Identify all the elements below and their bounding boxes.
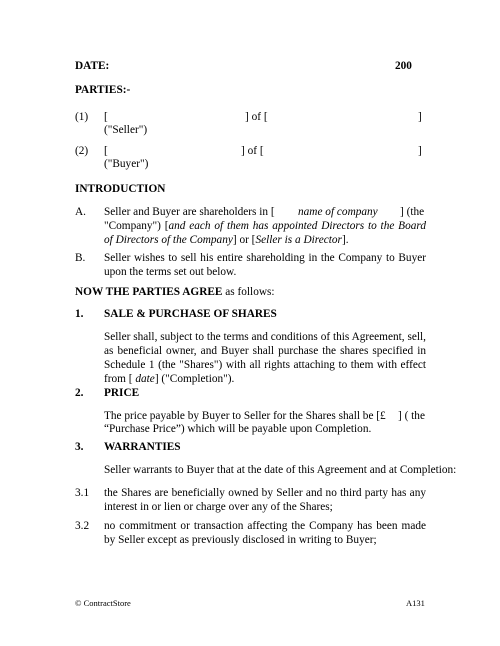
party-role: ("Buyer") xyxy=(104,158,149,170)
company-name-placeholder: name of company xyxy=(298,206,378,218)
clause-3-2-number: 3.2 xyxy=(75,520,90,532)
section-2-title: PRICE xyxy=(104,387,140,399)
date-placeholder: date xyxy=(135,373,155,385)
seller-director-clause: Seller is a Director xyxy=(255,234,342,246)
party-number: (1) xyxy=(75,111,89,123)
section-2-line-1 xyxy=(104,409,426,423)
section-3-number: 3. xyxy=(75,441,84,453)
recital-b-text: Seller wishes to sell his entire shareholding in the Company to Buyer upon the terms set out below. xyxy=(104,252,426,278)
party-bracket-of: ] of [ xyxy=(241,145,264,157)
party-number: (2) xyxy=(75,145,89,157)
party-bracket-of: ] of [ xyxy=(245,111,268,123)
section-1-text xyxy=(104,330,426,386)
recital-a-rest xyxy=(104,219,426,247)
parties-label: PARTIES:- xyxy=(75,84,131,96)
recital-a-line-1 xyxy=(104,205,426,219)
clause-3-2-text: no commitment or transaction affecting the Company has been made by Seller except as previously disclosed in writing to Buyer; xyxy=(104,520,426,546)
party-role: ("Seller") xyxy=(104,124,148,136)
introduction-heading: INTRODUCTION xyxy=(75,183,166,195)
footer-copyright: © ContractStore xyxy=(75,598,131,608)
recital-b-letter: B. xyxy=(75,252,86,264)
agree-bold: NOW THE PARTIES AGREE xyxy=(75,286,223,298)
price-text-end: ] ( the xyxy=(398,410,425,422)
recital-a-text xyxy=(104,205,426,247)
recital-a-text-2: ] (the xyxy=(400,206,425,218)
date-label: DATE: xyxy=(75,60,110,72)
clause-3-1-number: 3.1 xyxy=(75,487,90,499)
section-1-number: 1. xyxy=(75,308,84,320)
section-2-line-2: “Purchase Price”) which will be payable upon Completion. xyxy=(104,423,372,435)
party-bracket-close: ] xyxy=(418,145,422,157)
price-text: The price payable by Buyer to Seller for the Shares shall be [£ xyxy=(104,410,386,422)
section-3-intro: Seller warrants to Buyer that at the date of this Agreement and at Completion: xyxy=(104,464,457,476)
directors-clause: and each of them has appointed Directors to the Board of Directors of the Company xyxy=(104,220,426,246)
agree-line xyxy=(75,285,275,299)
section-3-title: WARRANTIES xyxy=(104,441,181,453)
party-bracket-open: [ xyxy=(104,111,108,123)
clause-3-1-text: the Shares are beneficially owned by Seller and no third party has any interest in or lien or charge over any of the Shares; xyxy=(104,487,426,513)
section-2-number: 2. xyxy=(75,387,84,399)
recital-a-letter: A. xyxy=(75,206,86,218)
recital-a-text-4: ] or [ xyxy=(232,234,256,246)
section-1-body: Seller shall, subject to the terms and conditions of this Agreement, sell, as beneficial owner, and Buyer shall purchase the shares specified in Schedule 1 (the "Shares") with all rights attaching to them with effect from [ xyxy=(104,331,426,385)
footer-code: A131 xyxy=(406,598,425,608)
recital-a-text-5: ]. xyxy=(341,234,349,246)
section-1-body-end: ] ("Completion"). xyxy=(154,373,235,385)
recital-a-text-1: Seller and Buyer are shareholders in [ xyxy=(104,206,275,218)
agree-rest: as follows: xyxy=(222,286,275,298)
party-bracket-close: ] xyxy=(418,111,422,123)
party-bracket-open: [ xyxy=(104,145,108,157)
recital-a-text-3: "Company") [ xyxy=(104,220,169,232)
year-value: 200 xyxy=(395,60,412,72)
section-1-title: SALE & PURCHASE OF SHARES xyxy=(104,308,277,320)
